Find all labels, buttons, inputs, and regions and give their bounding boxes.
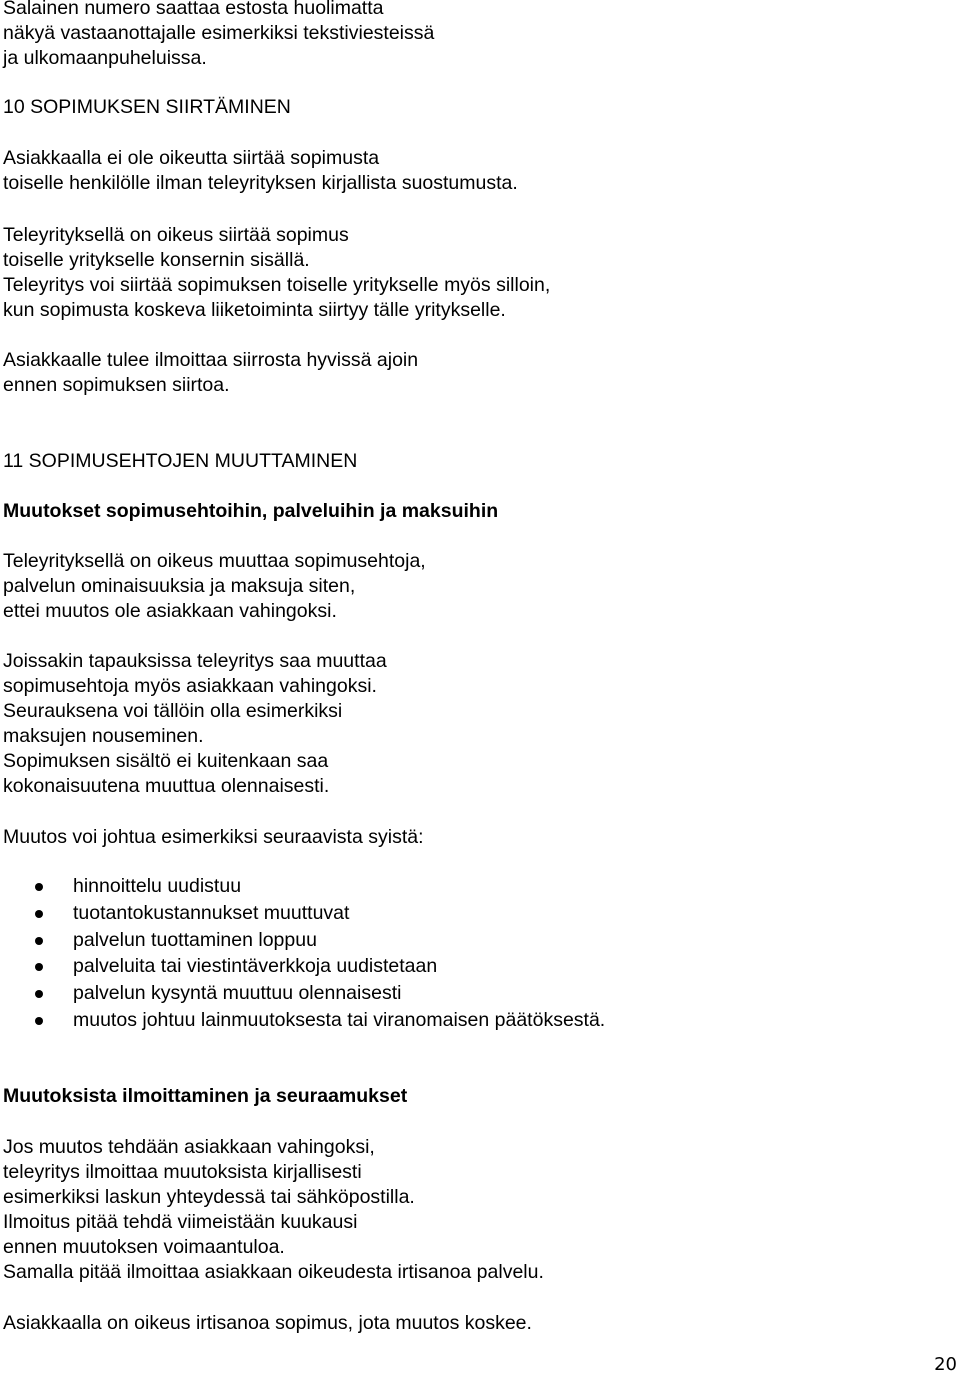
text-line: Jos muutos tehdään asiakkaan vahingoksi, <box>3 1136 375 1158</box>
text-line: sopimusehtoja myös asiakkaan vahingoksi. <box>3 675 377 697</box>
section-11-paragraph-3 <box>3 1135 544 1285</box>
bullet-icon <box>35 937 43 945</box>
text-line: Ilmoitus pitää tehdä viimeistään kuukausi <box>3 1211 358 1233</box>
section-10-paragraph-3 <box>3 348 418 398</box>
reasons-list <box>3 873 605 1034</box>
section-10-paragraph-2 <box>3 223 550 323</box>
list-item <box>3 927 605 954</box>
list-item-label: tuotantokustannukset muuttuvat <box>73 901 350 924</box>
bullet-icon <box>35 990 43 998</box>
bullet-icon <box>35 1017 43 1025</box>
text-line: palvelun ominaisuuksia ja maksuja siten, <box>3 575 356 597</box>
text-line: ettei muutos ole asiakkaan vahingoksi. <box>3 600 337 622</box>
section-11-subtitle: Muutokset sopimusehtoihin, palveluihin ja maksuihin <box>3 500 499 522</box>
bullet-icon <box>35 883 43 891</box>
section-11-paragraph-4: Asiakkaalla on oikeus irtisanoa sopimus, jota muutos koskee. <box>3 1312 532 1334</box>
text-line: Salainen numero saattaa estosta huolimatta <box>3 0 384 19</box>
text-line: Teleyrityksellä on oikeus muuttaa sopimusehtoja, <box>3 550 426 572</box>
page-number: 20 <box>934 1354 957 1375</box>
text-line: kun sopimusta koskeva liiketoiminta siirtyy tälle yritykselle. <box>3 299 506 321</box>
section-11-subtitle-2: Muutoksista ilmoittaminen ja seuraamukset <box>3 1085 408 1107</box>
list-item-label: palvelun kysyntä muuttuu olennaisesti <box>73 982 402 1005</box>
text-line: esimerkiksi laskun yhteydessä tai sähköpostilla. <box>3 1186 415 1208</box>
bullet-icon <box>35 963 43 971</box>
text-line: Asiakkaalla ei ole oikeutta siirtää sopimusta <box>3 147 380 169</box>
section-11-paragraph-1 <box>3 549 426 624</box>
list-item-label: palvelun tuottaminen loppuu <box>73 928 317 951</box>
list-item <box>3 1007 605 1034</box>
list-item <box>3 953 605 980</box>
text-line: ja ulkomaanpuheluissa. <box>3 47 207 69</box>
section-10-title: 10 SOPIMUKSEN SIIRTÄMINEN <box>3 96 291 118</box>
text-line: ennen sopimuksen siirtoa. <box>3 374 230 396</box>
text-line: Asiakkaalle tulee ilmoittaa siirrosta hyvissä ajoin <box>3 349 419 371</box>
text-line: Sopimuksen sisältö ei kuitenkaan saa <box>3 750 329 772</box>
text-line: Seurauksena voi tällöin olla esimerkiksi <box>3 700 343 722</box>
bullet-icon <box>35 910 43 918</box>
text-line: ennen muutoksen voimaantuloa. <box>3 1236 285 1258</box>
text-line: maksujen nouseminen. <box>3 725 204 747</box>
text-line: Joissakin tapauksissa teleyritys saa muuttaa <box>3 650 387 672</box>
list-item <box>3 873 605 900</box>
reasons-intro: Muutos voi johtua esimerkiksi seuraavista syistä: <box>3 826 424 848</box>
section-10-paragraph-1 <box>3 146 518 196</box>
list-item <box>3 980 605 1007</box>
list-item <box>3 900 605 927</box>
text-line: kokonaisuutena muuttua olennaisesti. <box>3 775 330 797</box>
text-line: Teleyrityksellä on oikeus siirtää sopimus <box>3 224 349 246</box>
section-11-title: 11 SOPIMUSEHTOJEN MUUTTAMINEN <box>3 450 358 472</box>
list-item-label: palveluita tai viestintäverkkoja uudistetaan <box>73 955 438 978</box>
text-line: Samalla pitää ilmoittaa asiakkaan oikeudesta irtisanoa palvelu. <box>3 1261 544 1283</box>
text-line: näkyä vastaanottajalle esimerkiksi tekstiviesteissä <box>3 22 435 44</box>
list-item-label: muutos johtuu lainmuutoksesta tai viranomaisen päätöksestä. <box>73 1008 606 1031</box>
text-line: toiselle henkilölle ilman teleyrityksen kirjallista suostumusta. <box>3 172 518 194</box>
intro-paragraph <box>3 0 434 71</box>
text-line: Teleyritys voi siirtää sopimuksen toiselle yritykselle myös silloin, <box>3 274 551 296</box>
text-line: toiselle yritykselle konsernin sisällä. <box>3 249 310 271</box>
text-line: teleyritys ilmoittaa muutoksista kirjallisesti <box>3 1161 362 1183</box>
list-item-label: hinnoittelu uudistuu <box>73 875 242 897</box>
section-11-paragraph-2 <box>3 649 387 799</box>
